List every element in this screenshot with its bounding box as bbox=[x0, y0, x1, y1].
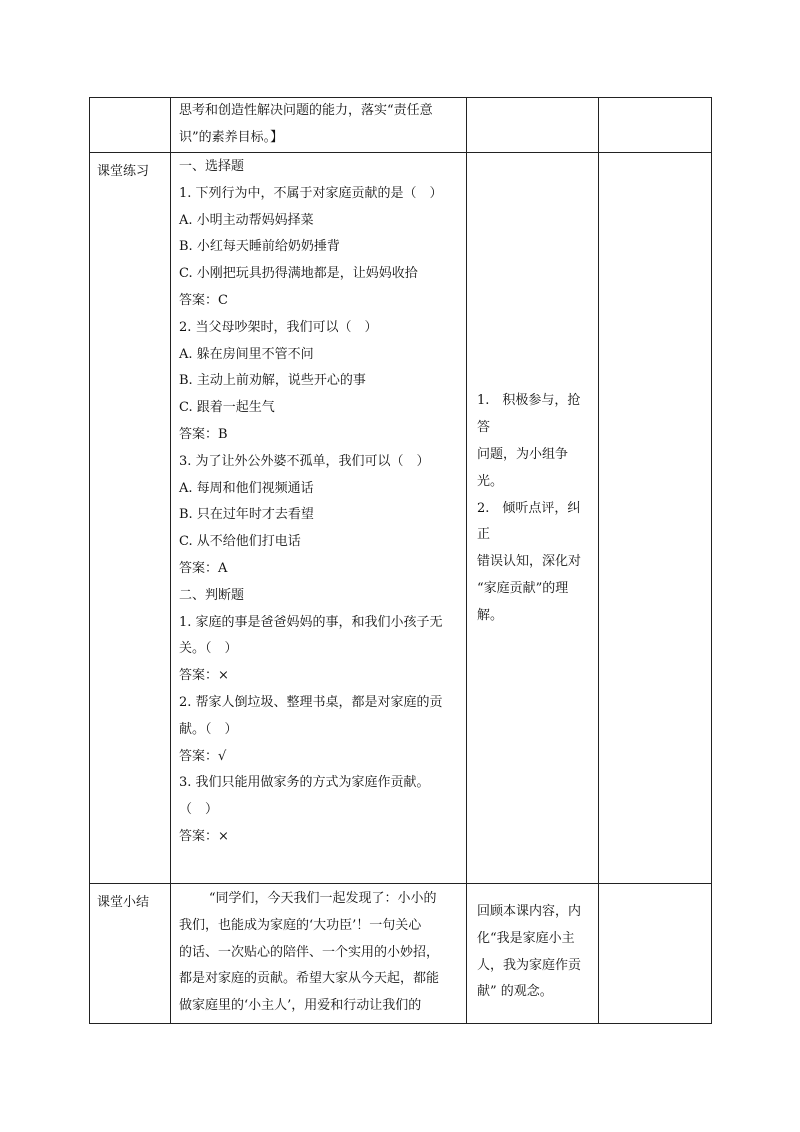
practice-line: B. 主动上前劝解，说些开心的事 bbox=[179, 373, 366, 389]
practice-line: 答案：C bbox=[179, 292, 228, 308]
summary-line: “同学们，今天我们一起发现了：小小的 bbox=[208, 891, 437, 906]
summary-label: 课堂小结 bbox=[97, 895, 150, 910]
practice-line: 答案：√ bbox=[179, 748, 227, 764]
practice-label-cell bbox=[90, 153, 171, 884]
practice-line: C. 从不给他们打电话 bbox=[179, 534, 301, 550]
practice-line: 2. 帮家人倒垃圾、整理书桌，都是对家庭的贡 bbox=[179, 694, 443, 710]
practice-content-cell bbox=[171, 153, 467, 884]
summary-line: 的话、一次贴心的陪伴、一个实用的小妙招， bbox=[179, 944, 440, 960]
summary-line: 都是对家庭的贡献。希望大家从今天起，都能 bbox=[179, 971, 440, 987]
practice-line: 答案：A bbox=[179, 560, 228, 576]
practice-activity-cell bbox=[467, 153, 599, 884]
intro-label-cell bbox=[90, 98, 171, 153]
practice-line: 答案：× bbox=[179, 668, 229, 684]
lesson-plan-table bbox=[89, 97, 712, 1024]
practice-line: （ ） bbox=[179, 802, 219, 818]
practice-line: B. 只在过年时才去看望 bbox=[179, 507, 314, 523]
practice-line: C. 小刚把玩具扔得满地都是，让妈妈收拾 bbox=[179, 266, 418, 282]
summary-content-cell bbox=[171, 884, 467, 1024]
table-row-summary bbox=[90, 884, 712, 1024]
practice-activity-line: “家庭贡献”的理 bbox=[477, 580, 569, 596]
practice-activity-line: 2. 倾听点评，纠正 bbox=[477, 500, 581, 543]
practice-line: 3. 为了让外公外婆不孤单，我们可以（ ） bbox=[179, 453, 430, 469]
practice-line: 答案：× bbox=[179, 828, 229, 844]
practice-line: 1. 家庭的事是爸爸妈妈的事，和我们小孩子无 bbox=[179, 614, 443, 630]
practice-line: 1. 下列行为中，不属于对家庭贡献的是（ ） bbox=[179, 185, 443, 201]
practice-line: A. 躲在房间里不管不问 bbox=[179, 346, 314, 362]
summary-activity-line: 回顾本课内容，内 bbox=[477, 904, 582, 919]
table-row-intro bbox=[90, 98, 712, 153]
summary-activity-line: 献” 的观念。 bbox=[477, 984, 553, 1000]
table-row-practice bbox=[90, 153, 712, 884]
practice-activity-line: 解。 bbox=[477, 607, 504, 623]
summary-activity-line: 化“我是家庭小主 bbox=[477, 930, 575, 946]
practice-line: 3. 我们只能用做家务的方式为家庭作贡献。 bbox=[179, 775, 430, 791]
practice-line: 答案：B bbox=[179, 426, 228, 442]
practice-line: 一、选择题 bbox=[179, 159, 245, 174]
practice-line: 关。（ ） bbox=[179, 641, 238, 657]
practice-line: A. 小明主动帮妈妈择菜 bbox=[179, 212, 314, 228]
intro-activity-cell bbox=[467, 98, 599, 153]
practice-notes-cell bbox=[599, 153, 712, 884]
summary-label-cell bbox=[90, 884, 171, 1024]
practice-line: 二、判断题 bbox=[179, 587, 245, 603]
practice-label: 课堂练习 bbox=[97, 164, 150, 179]
summary-notes-cell bbox=[599, 884, 712, 1024]
practice-line: 2. 当父母吵架时，我们可以（ ） bbox=[179, 319, 378, 335]
summary-activity-line: 人，我为家庭作贡 bbox=[477, 957, 582, 973]
practice-activity-line: 错误认知，深化对 bbox=[477, 554, 582, 570]
intro-line: 识”的素养目标。】 bbox=[179, 129, 284, 145]
practice-activity-line: 问题，为小组争光。 bbox=[477, 447, 569, 489]
summary-line: 我们，也能成为家庭的‘大功臣’！一句关心 bbox=[179, 917, 422, 933]
practice-line: A. 每周和他们视频通话 bbox=[179, 480, 314, 496]
summary-activity-cell bbox=[467, 884, 599, 1024]
practice-activity-line: 1. 积极参与，抢答 bbox=[477, 393, 581, 436]
practice-line: B. 小红每天睡前给奶奶捶背 bbox=[179, 239, 340, 255]
practice-line: 献。（ ） bbox=[179, 721, 238, 737]
intro-line: 思考和创造性解决问题的能力，落实“责任意 bbox=[179, 103, 433, 118]
summary-line: 做家庭里的‘小主人’，用爱和行动让我们的 bbox=[179, 998, 422, 1014]
practice-line: C. 跟着一起生气 bbox=[179, 400, 275, 416]
intro-notes-cell bbox=[599, 98, 712, 153]
intro-content-cell bbox=[171, 98, 467, 153]
